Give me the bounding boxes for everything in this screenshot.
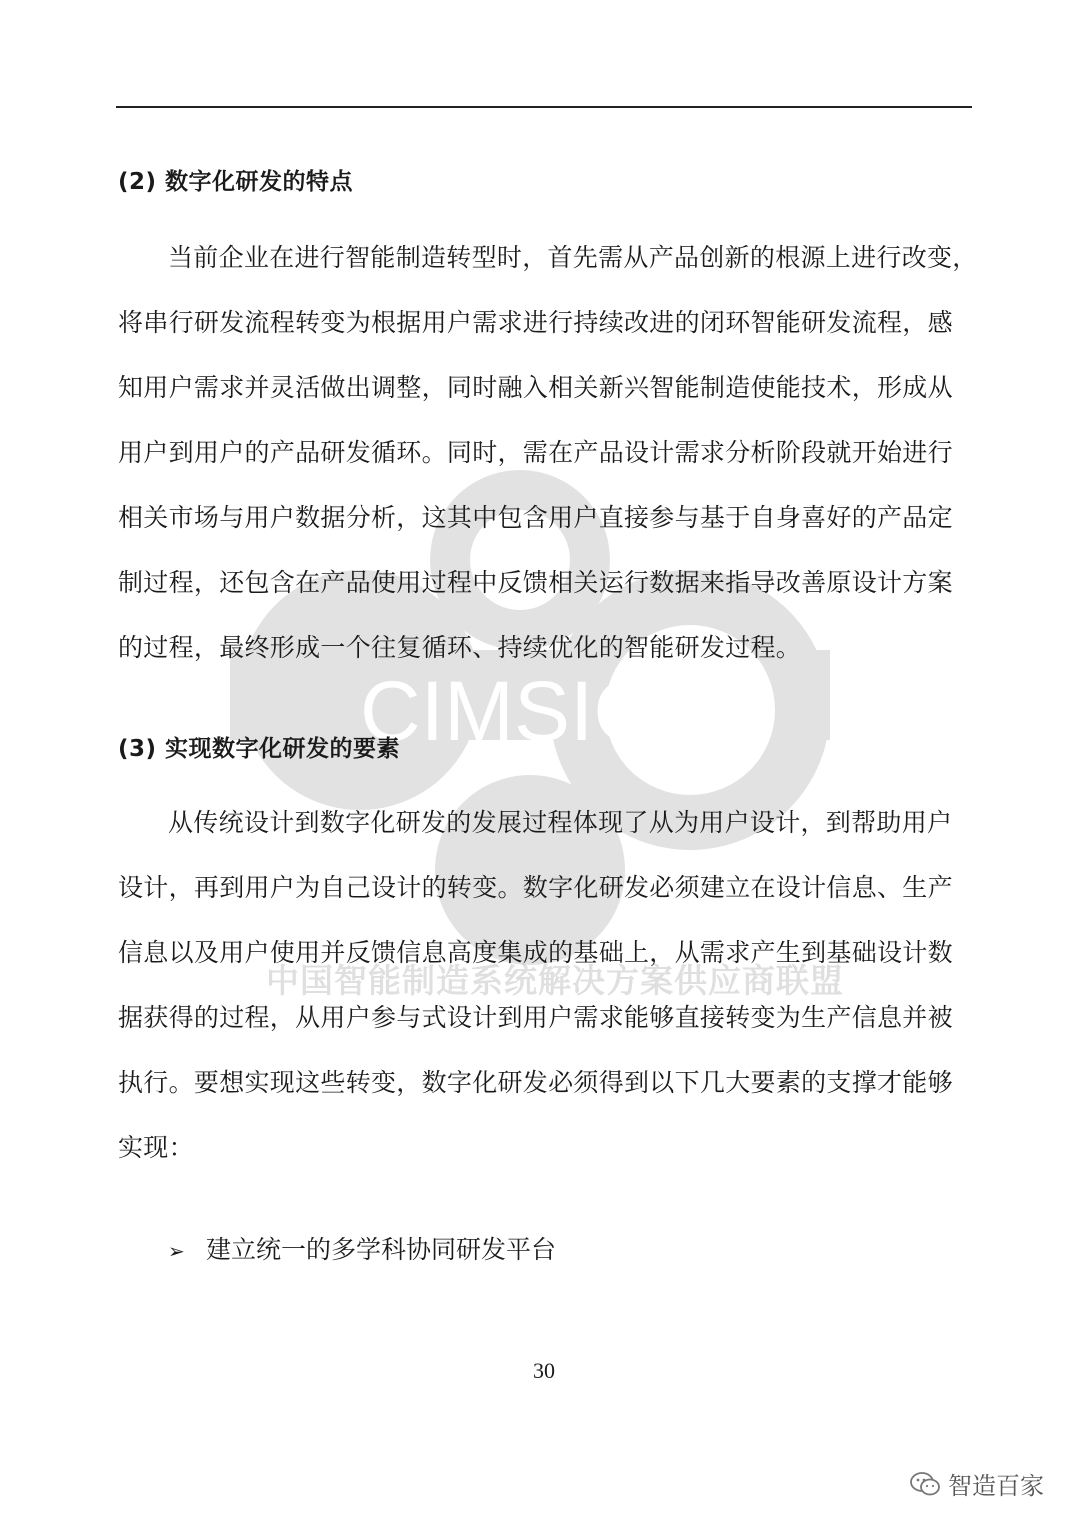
section-2-line-1: 当前企业在进行智能制造转型时，首先需从产品创新的根源上进行改变，: [168, 243, 978, 272]
watermark-org-text: 中国智能制造系统解决方案供应商联盟: [266, 961, 844, 1000]
section-2-line-5: 相关市场与用户数据分析，这其中包含用户直接参与基于自身喜好的产品定: [118, 503, 953, 532]
bullet-item: [168, 1230, 556, 1266]
footer-brand: [910, 1466, 1044, 1501]
wechat-icon: [910, 1471, 940, 1497]
page-number: 30: [533, 1358, 555, 1383]
section-3-line-2: 设计，再到用户为自己设计的转变。数字化研发必须建立在设计信息、生产: [118, 873, 953, 902]
section-2-line-2: 将串行研发流程转变为根据用户需求进行持续改进的闭环智能研发流程，感: [118, 308, 953, 337]
section-2-heading: (2) 数字化研发的特点: [118, 169, 354, 195]
section-3-line-3: 信息以及用户使用并反馈信息高度集成的基础上，从需求产生到基础设计数: [118, 938, 953, 967]
section-2-line-6: 制过程，还包含在产品使用过程中反馈相关运行数据来指导改善原设计方案: [118, 568, 953, 597]
section-3-line-5: 执行。要想实现这些转变，数字化研发必须得到以下几大要素的支撑才能够: [118, 1068, 953, 1097]
section-2-line-7: 的过程，最终形成一个往复循环、持续优化的智能研发过程。: [118, 633, 802, 662]
header-rule: [116, 106, 972, 108]
section-3-line-1: 从传统设计到数字化研发的发展过程体现了从为用户设计，到帮助用户: [168, 808, 953, 837]
footer-brand-text: 智造百家: [948, 1472, 1044, 1500]
section-3-line-4: 据获得的过程，从用户参与式设计到用户需求能够直接转变为生产信息并被: [118, 1003, 953, 1032]
section-2-line-4: 用户到用户的产品研发循环。同时，需在产品设计需求分析阶段就开始进行: [118, 438, 953, 467]
section-3-line-6: 实现：: [118, 1133, 194, 1162]
bullet-text: 建立统一的多学科协同研发平台: [206, 1235, 557, 1264]
arrow-bullet-icon: ➢: [168, 1239, 185, 1263]
section-2-line-3: 知用户需求并灵活做出调整，同时融入相关新兴智能制造使能技术，形成从: [118, 373, 953, 402]
watermark-logo-text: CIMSIC: [360, 664, 654, 758]
section-3-heading: (3) 实现数字化研发的要素: [118, 736, 401, 762]
